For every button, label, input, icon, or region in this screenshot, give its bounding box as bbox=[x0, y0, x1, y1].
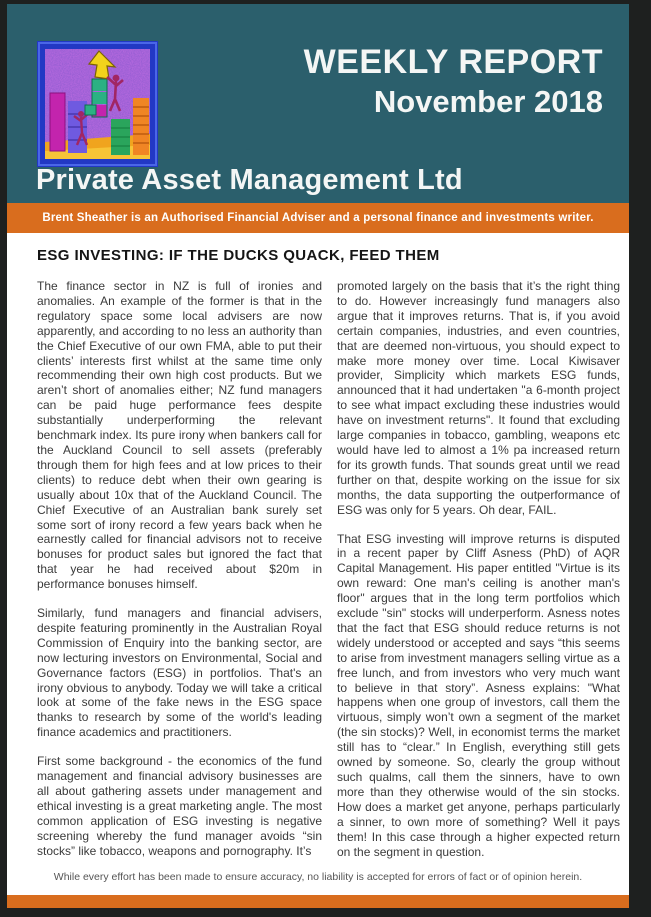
bottom-accent-bar bbox=[7, 895, 629, 908]
byline-text: Brent Sheather is an Authorised Financial Adviser and a personal finance and investments writer. bbox=[42, 212, 594, 224]
paragraph: promoted largely on the basis that it’s the right thing to do. However increasingly fund managers also argue that it improves returns. That is, if you avoid certain companies, industries, and even countries, that are deemed non-virtuous, you should expect to make more money over time. Local Kiwisaver provider, Simplicity which markets ESG funds, announced that it had undertaken "a 6-month project to see what impact excluding these industries would have on investment returns". It found that excluding large companies in tobacco, gambling, weapons etc would have led to almost a 1% pa increased return for its growth funds. That sounds great until we read further on that, despite working on the issue for six months, the data supporting the outperformance of ESG was only for 5 years. Oh dear, FAIL. bbox=[337, 279, 620, 517]
article-headline: ESG INVESTING: IF THE DUCKS QUACK, FEED THEM bbox=[37, 247, 440, 264]
two-column-layout bbox=[37, 279, 620, 859]
report-title: WEEKLY REPORT bbox=[303, 43, 603, 81]
disclaimer-text: While every effort has been made to ensure accuracy, no liability is accepted for errors of fact or of opinion herein. bbox=[53, 871, 583, 883]
paragraph: Similarly, fund managers and financial advisers, despite featuring prominently in the Australian Royal Commission of Enquiry into the banking sector, are now lecturing investors on Environmental, Social and Governance factors (ESG) in portfolios. That's an irony obvious to anybody. Today we will take a critical look at some of the fake news in the ESG space thanks to research by some of the world's leading finance academics and practitioners. bbox=[37, 606, 322, 740]
masthead-header bbox=[7, 4, 629, 203]
report-page bbox=[7, 4, 629, 908]
company-logo-abstract-blocks-icon bbox=[37, 41, 158, 167]
article-body bbox=[7, 233, 629, 859]
paragraph: First some background - the economics of the fund management and financial advisory businesses are all about gathering assets under management and ethical investing is a great marketing angle. The most common application of ESG investing is negative screening whereby the fund manager avoids “sin stocks” like tobacco, weapons and pornography. It’s bbox=[37, 754, 322, 858]
disclaimer-footer bbox=[7, 859, 629, 895]
report-date: November 2018 bbox=[373, 84, 603, 120]
left-column bbox=[37, 279, 322, 859]
report-title-block bbox=[304, 44, 603, 119]
byline-banner bbox=[7, 203, 629, 233]
paragraph: The finance sector in NZ is full of ironies and anomalies. An example of the former is that in the regulatory space some local advisers are now apparently, and according to no less an authority than the Chief Executive of our own FMA, able to put their clients’ interests first whilst at the same time only recommending their own high cost products. But we aren’t short of anomalies either; NZ fund managers can be paid huge performance fees despite substantially underperforming the relevant benchmark index. Its pure irony when bankers call for the Auckland Council to sell assets (preferably through them for high fees and at low prices to their clients) to reduce debt when their own gearing is usually about 10x that of the Auckland Council. The Chief Executive of an Australian bank surely set some sort of irony record a few years back when he earnestly called for financial advisors not to receive bonuses for product sales but ignored the fact that that year he had received about $20m in performance bonuses himself. bbox=[37, 279, 322, 592]
right-column bbox=[337, 279, 620, 859]
paragraph: That ESG investing will improve returns is disputed in a recent paper by Cliff Asness (PhD) of AQR Capital Management. His paper entitled "Virtue is its own reward: One man's ceiling is another man's floor" argues that in the long term portfolios which exclude "sin" stocks will underperform. Asness notes that the fact that ESG should reduce returns is not widely understood or accepted and says “this seems to arise from investment managers selling virtue as a free lunch, and from investors who very much want to believe in that story”. Asness explains: "What happens when one group of investors, call them the virtuous, simply won’t own a segment of the market (the sin stocks)? Well, in economist terms the market still has to “clear.” In English, everything still gets owned by someone. So, clearly the group without such qualms, call them the sinners, have to own more than they otherwise would of the sin stocks. How does a market get anyone, perhaps particularly a sinner, to own more of something? Well it pays them! In this case through a higher expected return on the segment in question. bbox=[337, 531, 620, 859]
company-name: Private Asset Management Ltd bbox=[36, 164, 463, 196]
